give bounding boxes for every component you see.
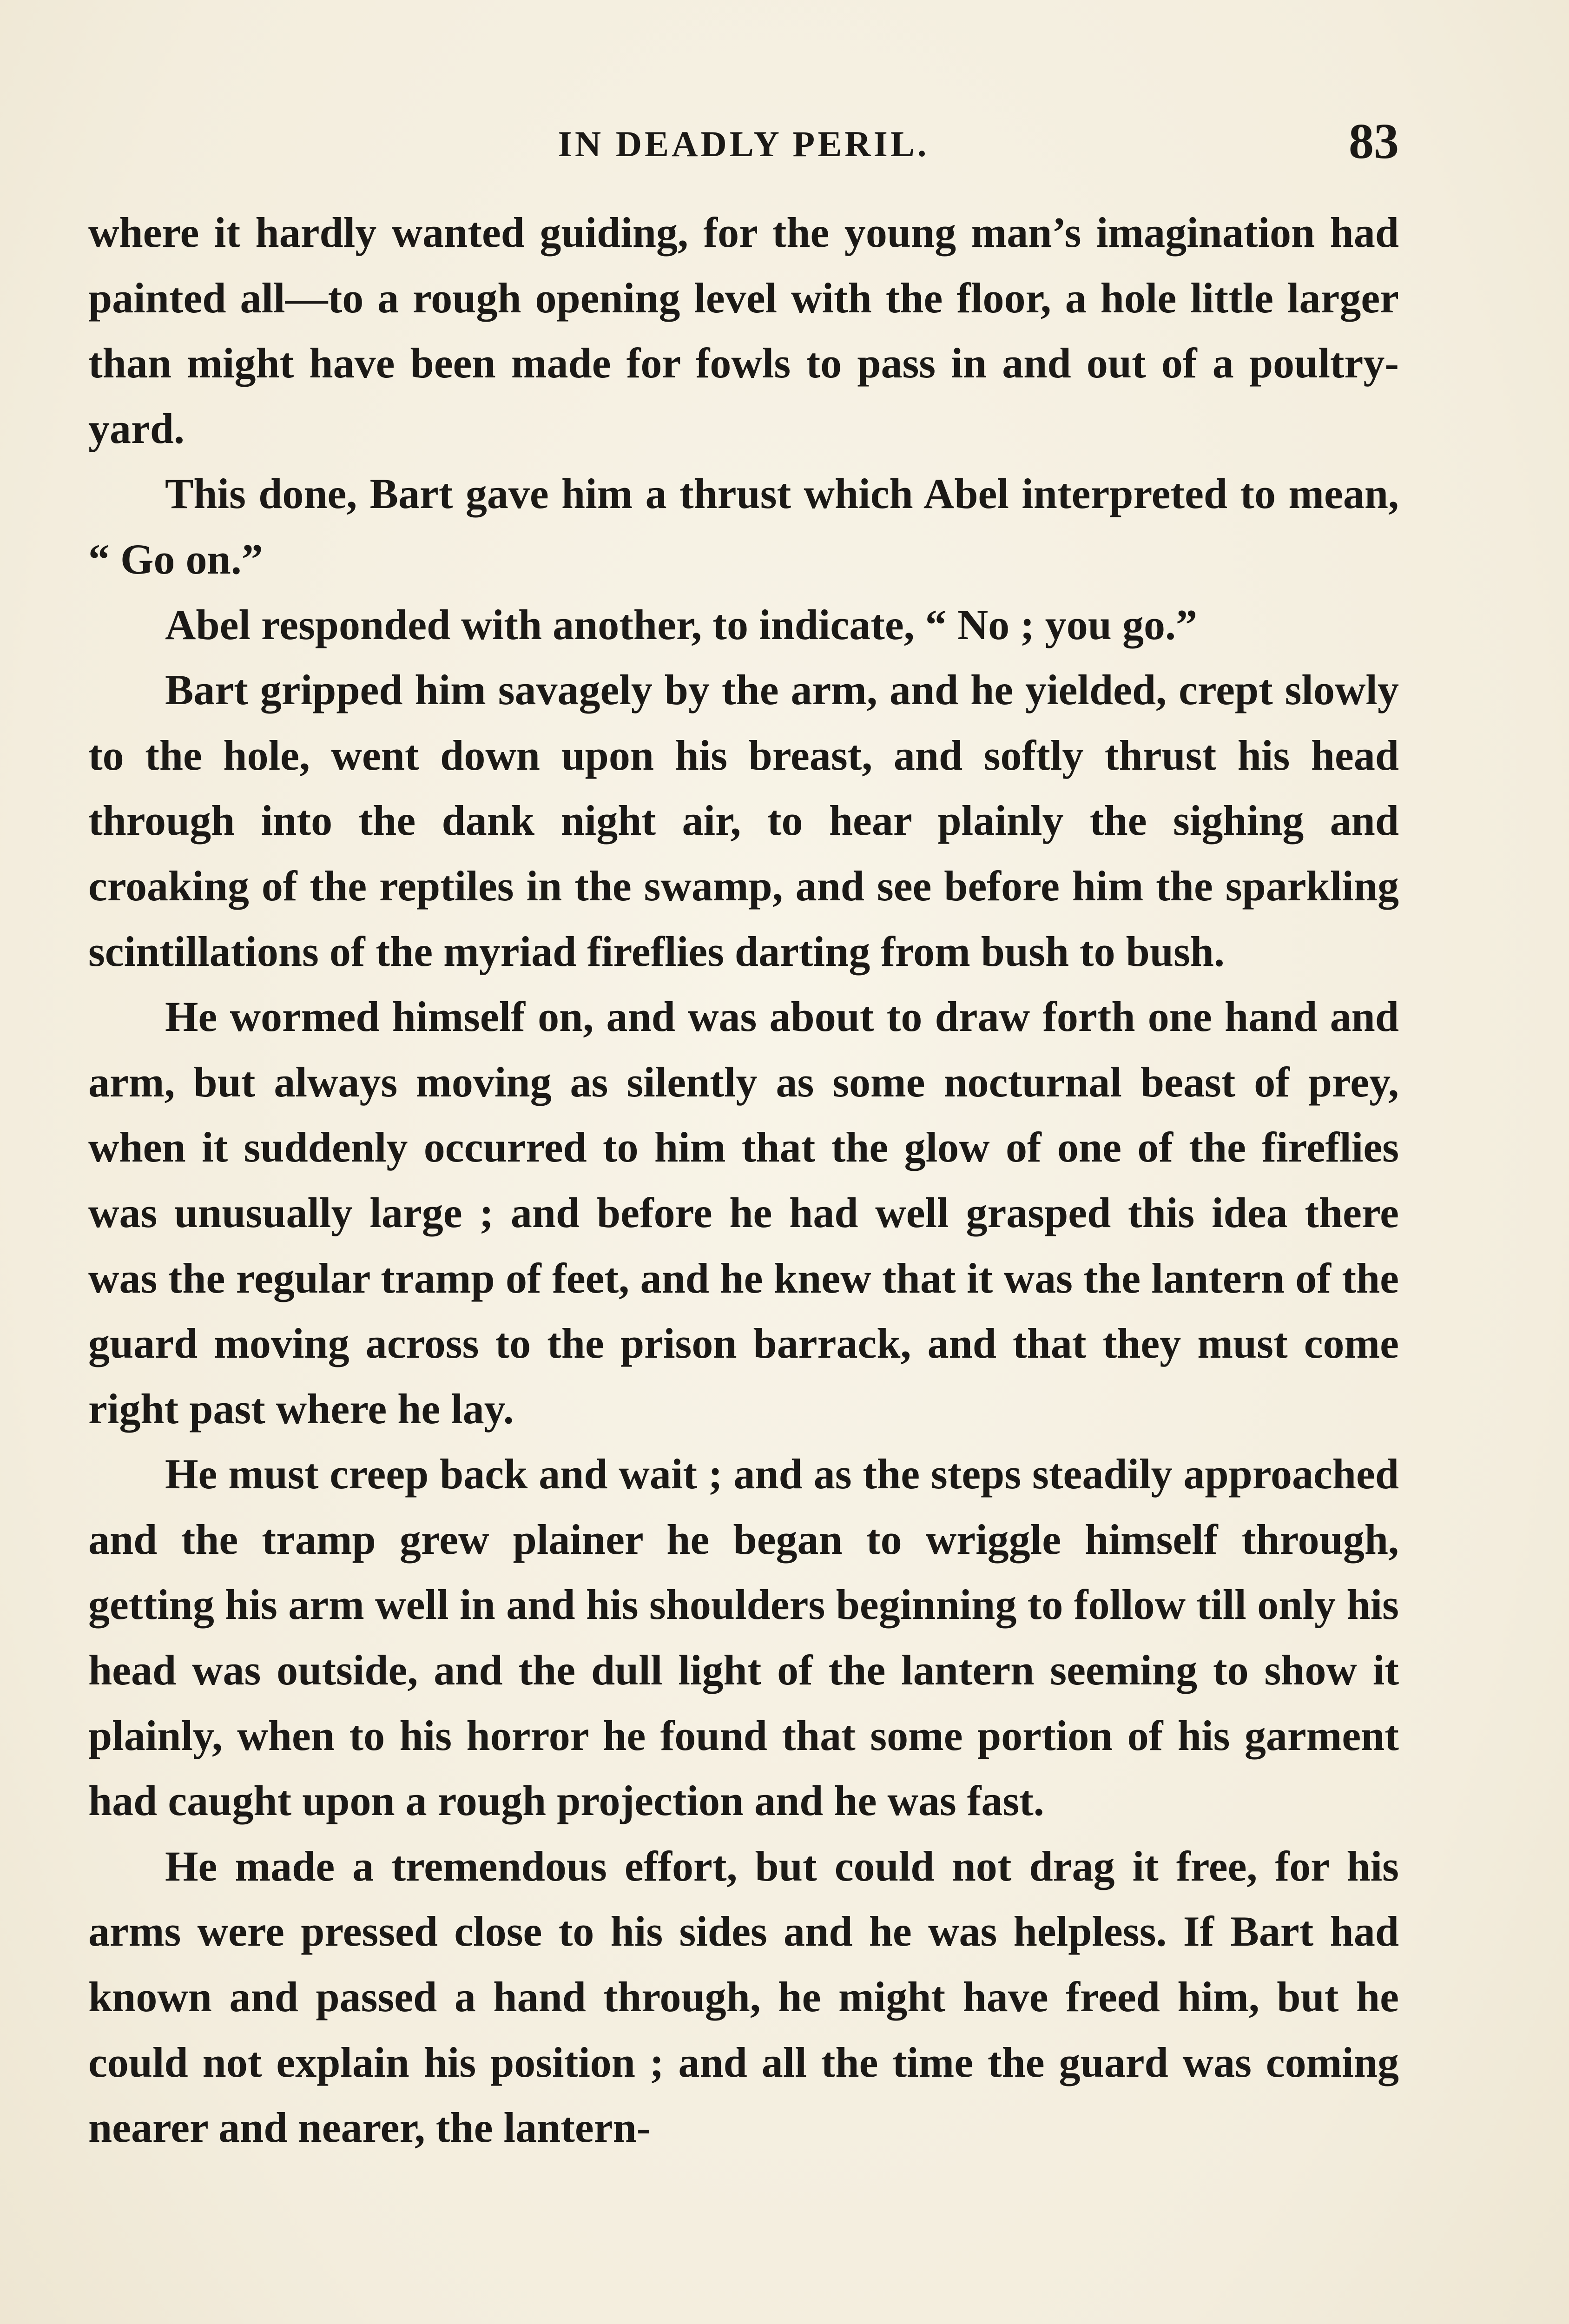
paragraph: Abel responded with another, to indicate, “ No ; you go.”: [165, 601, 1197, 648]
running-head: IN DEADLY PERIL.: [558, 124, 930, 164]
body-text: [88, 200, 1399, 2160]
paragraph: He wormed himself on, and was about to draw forth one hand and arm, but always moving as silently as some nocturnal beast of prey, when it suddenly occurred to him that the glow of one of the fireflies was unusually large ; and before he had well grasped this idea there was the regular tramp of feet, and he knew that it was the lantern of the guard moving across to the prison barrack, and that they must come right past where he lay.: [88, 993, 1399, 1433]
paragraph: He made a tremendous effort, but could not drag it free, for his arms were pressed close to his sides and he was helpless. If Bart had known and passed a hand through, he might have freed him, but he could not explain his position ; and all the time the guard was coming nearer and nearer, the lantern-: [88, 1842, 1399, 2152]
paragraph: where it hardly wanted guiding, for the young man’s imagination had painted all—to a rough opening level with the floor, a hole little larger than might have been made for fowls to pass in and out of a poultry-yard.: [88, 209, 1399, 452]
page-header: [88, 109, 1399, 179]
paragraph: This done, Bart gave him a thrust which Abel interpreted to mean, “ Go on.”: [88, 470, 1399, 583]
paragraph: He must creep back and wait ; and as the steps steadily approached and the tramp grew plainer he began to wriggle himself through, getting his arm well in and his shoulders beginning to follow till only his head was outside, and the dull light of the lantern seeming to show it plainly, when to his horror he found that some portion of his garment had caught upon a rough projection and he was fast.: [88, 1450, 1399, 1825]
paragraph: Bart gripped him savagely by the arm, and he yielded, crept slowly to the hole, went down upon his breast, and softly thrust his head through into the dank night air, to hear plainly the sighing and croaking of the reptiles in the swamp, and see before him the sparkling scintillations of the myriad fireflies darting from bush to bush.: [88, 666, 1399, 975]
page-number: 83: [1349, 114, 1399, 169]
